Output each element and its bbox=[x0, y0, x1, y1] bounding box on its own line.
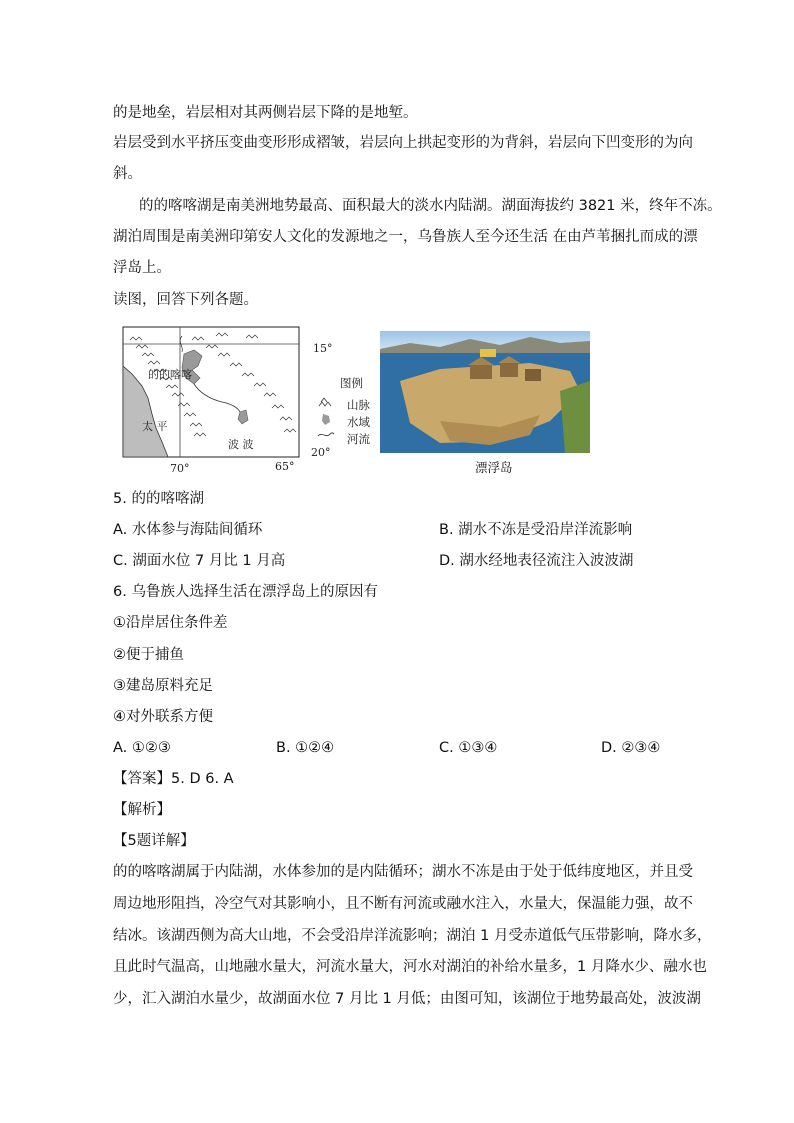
answer-line: 【答案】5. D 6. A bbox=[113, 771, 234, 787]
q5-option-c: C. 湖面水位 7 月比 1 月高 bbox=[113, 553, 286, 569]
q6-statement: ③建岛原料充足 bbox=[113, 678, 213, 694]
latitude-15-label: 15° bbox=[313, 342, 333, 355]
lake-label: 的的喀喀 bbox=[148, 368, 192, 381]
question-6-stem: 6. 乌鲁族人选择生活在漂浮岛上的原因有 bbox=[113, 584, 378, 600]
explanation-line: 的的喀喀湖属于内陆湖，水体参加的是内陆循环；湖水不冻是由于处于低纬度地区，并且受 bbox=[113, 864, 693, 880]
q6-statement: ①沿岸居住条件差 bbox=[113, 615, 228, 631]
paragraph-line: 的的喀喀湖是南美洲地势最高、面积最大的淡水内陆湖。湖面海拔约 3821 米，终年不冻。 bbox=[139, 198, 722, 214]
paragraph-line: 斜。 bbox=[113, 166, 142, 182]
photo-caption: 漂浮岛 bbox=[475, 460, 513, 475]
explanation-line: 周边地形阻挡，冷空气对其影响小，且不断有河流或融水注入，水量大，保温能力强，故不 bbox=[113, 896, 693, 912]
latitude-20-label: 20° bbox=[311, 446, 331, 459]
instruction-line: 读图，回答下列各题。 bbox=[113, 292, 258, 308]
ocean-label: 太 平 bbox=[142, 420, 168, 433]
legend-mountain-label: 山脉 bbox=[347, 398, 370, 412]
q6-statement: ④对外联系方便 bbox=[113, 709, 213, 725]
longitude-70-label: 70° bbox=[170, 462, 190, 475]
longitude-65-label: 65° bbox=[275, 460, 295, 473]
legend-water-label: 水域 bbox=[347, 415, 370, 429]
explanation-line: 结冰。该湖西侧为高大山地，不会受沿岸洋流影响；湖泊 1 月受赤道低气压带影响，降水多， bbox=[113, 928, 712, 944]
paragraph-line: 岩层受到水平挤压变曲变形形成褶皱，岩层向上拱起变形的为背斜，岩层向下凹变形的为向 bbox=[113, 135, 693, 151]
river-legend-icon bbox=[317, 430, 335, 440]
paragraph-line: 的是地垒，岩层相对其两侧岩层下降的是地堑。 bbox=[113, 105, 418, 121]
q5-option-a: A. 水体参与海陆间循环 bbox=[113, 522, 263, 538]
q6-option-c: C. ①③④ bbox=[439, 740, 498, 756]
floating-island-photo bbox=[380, 331, 590, 453]
q6-option-d: D. ②③④ bbox=[601, 740, 661, 756]
q6-option-b: B. ①②④ bbox=[276, 740, 335, 756]
water-legend-icon bbox=[320, 413, 332, 427]
explanation-line: 少，汇入湖泊水量少，故湖面水位 7 月比 1 月低；由图可知，该湖位于地势最高处，波波湖 bbox=[113, 991, 701, 1007]
explanation-line: 且此时气温高，山地融水量大，河流水量大，河水对湖泊的补给水量多，1 月降水少、融水也 bbox=[113, 959, 707, 975]
q5-option-b: B. 湖水不冻是受沿岸洋流影响 bbox=[439, 522, 633, 538]
paragraph-line: 浮岛上。 bbox=[113, 260, 171, 276]
legend-river-label: 河流 bbox=[347, 432, 370, 446]
map-drawing bbox=[122, 326, 300, 458]
bobo-lake-label: 波 波 bbox=[228, 438, 254, 451]
question-5-stem: 5. 的的喀喀湖 bbox=[113, 491, 204, 507]
legend-title: 图例 bbox=[340, 376, 363, 390]
q5-option-d: D. 湖水经地表径流注入波波湖 bbox=[439, 553, 634, 569]
q6-statement: ②便于捕鱼 bbox=[113, 647, 184, 663]
q6-option-a: A. ①②③ bbox=[113, 740, 171, 756]
mountain-legend-icon bbox=[318, 396, 334, 410]
paragraph-line: 湖泊周围是南美洲印第安人文化的发源地之一，乌鲁族人至今还生活 在由芦苇捆扎而成的漂 bbox=[113, 229, 698, 245]
location-map bbox=[122, 326, 300, 458]
q5-explanation-heading: 【5题详解】 bbox=[113, 833, 195, 849]
analysis-heading: 【解析】 bbox=[113, 802, 171, 818]
